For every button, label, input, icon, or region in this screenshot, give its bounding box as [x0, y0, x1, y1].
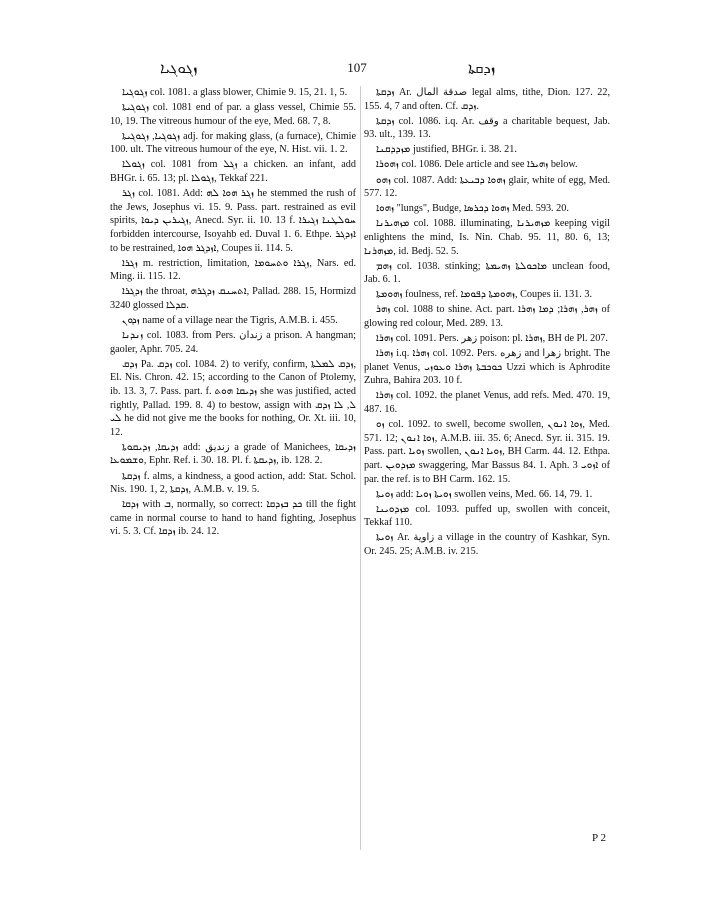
dictionary-entry: ܙܗܪ col. 1088 to shine. Act. part. ܙܗܪ, ܙܗܪܐ; ܕܡܐ ܙܗܪܐ of glowing red colour, Med. 289. 13. [364, 304, 610, 329]
dictionary-entry: ܙܘܝܬܐ Ar. زاوية a village in the country of Kashkar, Syn. Or. 245. 25; A.M.B. iv. 215. [364, 532, 610, 557]
dictionary-entry: ܡܙܗܝܪܢܐ col. 1088. illuminating, ܡܙܗܝܪܢܐ keeping vigil enlightens the mind, Is. Nin. Chab. 95. 11, 80. 6, 13; ܡܙܗܪܢܐ, id. Bedj. 52. 5. [364, 218, 610, 257]
signature-mark: P 2 [592, 832, 606, 844]
dictionary-entry: ܙܕܩܬܐ f. alms, a kindness, a good action, add: Stat. Schol. Nis. 190. 1, 2, ܙܕܩܬܐ, A.M.B. v. 19. 5. [110, 470, 356, 496]
dictionary-entry: ܙܗܪܐ i.q. ܙܗܪܐ col. 1092. Pers. زهره and زهرا bright. The planet Venus, ܟܘܟܒܬܐ ܙܗܪܐ ܘܥܘܙܝ Uzzi which is Aphrodite Zuhra, Bahira 203. 10 f. [364, 348, 611, 387]
dictionary-entry: ܙܕܘܢ name of a village near the Tigris, A.M.B. i. 455. [122, 315, 338, 326]
dictionary-entry: ܙܕܝܩܐ, ܙܕܝܩܘܬܐ add: زنديق a grade of Manichees, ܙܕܝܩܐ ܘܫܡܘܥܐ, Ephr. Ref. i. 30. 18. Pl. f. ܙܕܝܩܬܐ, ib. 128. 2. [110, 441, 356, 467]
dictionary-entry: ܙܗܘ col. 1087. Add: ܙܗܘܐ ܕܒܝܥܬܐ glair, white of egg, Med. 577. 12. [364, 174, 610, 200]
dictionary-entry: ܙܕܩܬܐ col. 1086. i.q. Ar. وقف a charitable bequest, Jab. 93. ult., 139. 13. [364, 115, 610, 141]
dictionary-entry: ܙܓܪܐ m. restriction, limitation, ܙܓܪܐ ܘܬܚܘܡܐ, Nars. ed. Ming. ii. 115. 12. [110, 257, 357, 283]
dictionary-entry: ܙܗܘܐ "lungs", Budge, ܙܗܘܐ ܕܟܪܣܐ Med. 593. 20. [376, 203, 569, 215]
dictionary-entry: ܙܓܘܓܝܬܐ col. 1081 end of par. a glass vessel, Chimie 55. 10, 19. The vitreous humour of the eye, Med. 68. 7, 8. [110, 102, 356, 127]
dictionary-entry: ܙܗܡ col. 1038. stinking; ܡܐܟܘܠܬܐ ܙܗܝܡܬܐ unclean food, Jab. 6. 1. [364, 260, 611, 286]
dictionary-entry: ܙܕܩܐ with ܒ, normally, so correct: ܟܕ ܒܙܕܩܐ till the fight came in normal course to hand to hand fighting, Josephus vi. 5. 3. Cf. ܙܕܩܐ ib. 24. 12. [110, 499, 356, 538]
dictionary-entry: ܡܙܕܘܝܢܐ col. 1093. puffed up, swollen with conceit, Tekkaf 110. [364, 503, 610, 529]
dictionary-entry: ܙܘܝܬܐ add: ܙܘܝܬܐ ܙܘܝܐ swollen veins, Med. 66. 14, 79. 1. [376, 488, 593, 500]
dictionary-entry: ܙܕܩܬܐ Ar. صدقة المال legal alms, tithe, Dion. 127. 22, 155. 4, 7 and often. Cf. ܙܕܩ. [364, 87, 610, 112]
dictionary-entry: ܙܢܕܢܐ col. 1083. from Pers. زندان a prison. A hangman; gaoler, Aphr. 705. 24. [110, 330, 356, 355]
left-running-head: ܙܓܘܓܝܐ [160, 59, 198, 77]
left-column [110, 86, 356, 541]
right-running-head: ܙܕܩܬܐ [468, 59, 496, 77]
dictionary-entry: ܙܓܘܓܝܐ, ܙܓܘܓܝܬܐ adj. for making glass, (a furnace), Chimie 100. ult. The vitreous humour of the eye, N. Hist. vii. 1. 2. [110, 130, 356, 156]
dictionary-entry: ܙܗܪܐ col. 1092. the planet Venus, add refs. Med. 470. 19, 487. 16. [364, 390, 610, 416]
dictionary-entry: ܙܗܪܐ col. 1091. Pers. زهر poison: pl. ܙܗܪܐ, BH de Pl. 207. [376, 333, 608, 345]
dictionary-entry: ܙܓܘܠܐ col. 1081 from ܙܓܠ a chicken. an infant, add BHGr. i. 65. 13; pl. ܙܓܘܠܐ, Tekkaf 221. [110, 159, 356, 185]
dictionary-entry: ܙܓܪ col. 1081. Add: ܙܓܪ ܗܘܐ ܠܗ he stemmed the rush of the Jews, Josephus vi. 15. 9. Pass. part. restrained as evil spirits, ܙܓܝܪܝܢ ܕܝܘܐ, Anecd. Syr. ii. 10. 13 f. ܚܘܠܛܢܐ ܙܓܝܪܐ forbidden intercourse, Isoyahb ed. Duval 1. 6. Ethpe. ܐܙܕܓܪ to be restrained, ܐܙܕܓܪ ܗܘܐ, Coupes ii. 114. 5. [110, 188, 356, 254]
dictionary-entry: ܙܗܘܪܐ col. 1086. Dele article and see ܙܗܝܪܐ below. [376, 159, 578, 171]
dictionary-entry: ܙܕܓܪܐ the throat, ܐܬܚܢܩ ܙܕܓܪܗ, Pallad. 288. 15, Hormizd 3240 glossed ܩܕܠܐ. [110, 286, 356, 311]
page-number: 107 [347, 60, 367, 75]
dictionary-entry: ܙܕܩ Pa. ܙܕܩ col. 1084. 2) to verify, confirm, ܙܕܩ ܠܡܠܬܐ, El. Nis. Chron. 42. 15; according to the Canon of Ptolemy, ib. 13. 3, 7. Pass. part. f. ܙܕܝܩܐ ܗܘܬ she was justified, acted rightly, Pallad. 199. 8. 4) to bestow, assign with ܠ, ܠܐ ܙܕܩ ܠܝ he did not give me the books for nothing, Or. Xt. iii. 10, 12. [110, 358, 357, 438]
dictionary-entry: ܙܘ col. 1092. to swell, become swollen, ܙܘܐ ܐܢܘܢ, Med. 571. 12; ܙܘܐ ܐܢܘܢ, A.M.B. iii. 35. 6; Anecd. Syr. ii. 315. 19. Pass. part. ܙܘܝܐ swollen, ܙܘܝܐ ܐܢܘܢ, BH Carm. 44. 12. Ethpa. part. ܡܙܕܘܝܢ swaggering, Mar Bassus 84. 1. Aph. ܐܙܘܝ 3 of par. the ref. is to BH Carm. 162. 15. [364, 419, 610, 485]
dictionary-entry: ܙܓܘܓܝܐ col. 1081. a glass blower, Chimie 9. 15, 21. 1, 5. [122, 87, 348, 98]
dictionary-entry: ܡܙܕܕܩܢܐ justified, BHGr. i. 38. 21. [376, 144, 517, 156]
dictionary-entry: ܙܗܘܡܬܐ foulness, ref. ܙܗܘܡܬܐ ܕܦܘܡܐ, Coupes ii. 131. 3. [376, 289, 592, 301]
right-column [364, 86, 610, 560]
column-divider [360, 86, 361, 850]
